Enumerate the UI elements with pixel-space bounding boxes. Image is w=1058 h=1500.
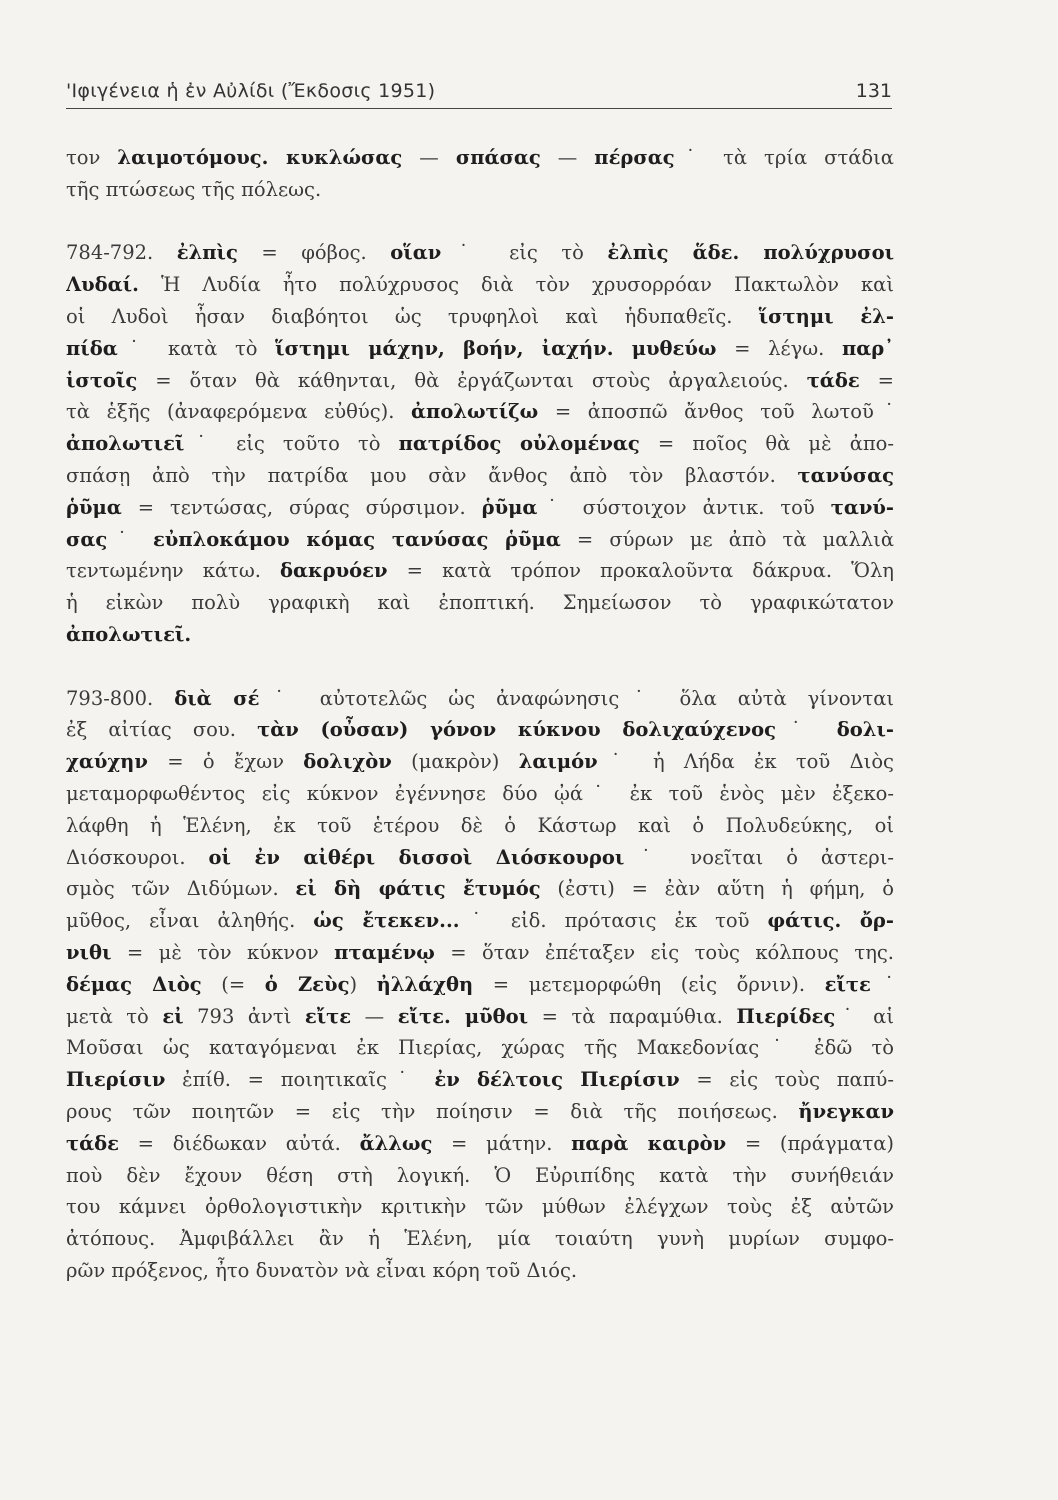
running-title: 'Ιφιγένεια ἡ ἐν Αὐλίδι (Ἔκδοσις 1951) <box>66 80 436 102</box>
gloss-text: τῆς πτώσεως τῆς πόλεως. <box>66 177 322 201</box>
lemma-term: πταμένῳ <box>334 940 435 964</box>
text-line <box>66 714 894 746</box>
gloss-text: ρους τῶν ποιητῶν = εἰς τὴν ποίησιν = διὰ τῆς ποιήσεως. <box>66 1099 799 1123</box>
gloss-text: μεταμορφωθέντος εἰς κύκνον ἐγέννησε δύο ᾠά˙ ἐκ τοῦ ἑνὸς μὲν ἐξεκο- <box>66 781 894 805</box>
text-line <box>66 174 894 206</box>
gloss-text: ἀτόπους. Ἀμφιβάλλει ἂν ἡ Ἑλένη, μία τοιαύτη γυνὴ μυρίων συμφο- <box>66 1227 894 1251</box>
lemma-term: χαύχην <box>66 750 148 774</box>
gloss-text: ) <box>349 972 377 996</box>
gloss-text: ˙ εἰς τὸ <box>441 241 608 265</box>
lemma-term: τάδε <box>66 1131 119 1155</box>
text-line <box>66 1191 894 1223</box>
page-number: 131 <box>855 80 892 102</box>
lemma-term: σας <box>66 527 108 551</box>
text-line <box>66 683 894 715</box>
gloss-text: = σύρων με ἀπὸ τὰ μαλλιὰ <box>560 527 894 551</box>
gloss-text: = ποῖος θὰ μὲ ἀπο- <box>639 432 894 456</box>
gloss-text: τεντωμένην κάτω. <box>66 559 281 583</box>
lemma-term: εἴτε. μῦθοι <box>397 1004 529 1028</box>
gloss-text: του κάμνει ὀρθολογιστικὴν κριτικὴν τῶν μύθων ἐλέγχων τοὺς ἐξ αὐτῶν <box>66 1195 894 1219</box>
paragraph-gap <box>66 651 894 683</box>
lemma-term: ἤνεγκαν <box>798 1099 894 1123</box>
gloss-text: 793 ἀντὶ <box>183 1004 305 1028</box>
gloss-text: ἐπίθ. = ποιητικαῖς˙ <box>165 1068 435 1092</box>
lemma-term: ἄλλως <box>359 1131 433 1155</box>
gloss-text: = <box>859 368 894 392</box>
lemma-term: φάτις. ὄρ- <box>767 909 894 933</box>
running-header <box>66 80 892 109</box>
text-line <box>66 460 894 492</box>
lemma-term: παρὰ καιρὸν <box>571 1131 727 1155</box>
text-line <box>66 587 894 619</box>
lemma-term: εἰ <box>162 1004 184 1028</box>
text-line <box>66 237 894 269</box>
gloss-text: = μὲ τὸν κύκνον <box>111 940 335 964</box>
text-line <box>66 1096 894 1128</box>
gloss-text: μῦθος, εἶναι ἀληθής. <box>66 909 314 933</box>
lemma-term: ὡς ἔτεκεν... <box>313 909 460 933</box>
gloss-text: ˙ κατὰ τὸ <box>117 336 276 360</box>
lemma-term: ῥῦμα <box>66 495 122 519</box>
gloss-text: ˙ ἡ Λήδα ἐκ τοῦ Διὸς <box>597 750 894 774</box>
lemma-term: οἵαν <box>390 241 442 265</box>
lemma-term: ἵστημι μάχην, βοήν, ἰαχήν. μυθεύω <box>275 336 717 360</box>
lemma-term: ἀπολωτίζω <box>411 400 539 424</box>
lemma-term: εἴτε <box>824 972 871 996</box>
paragraph-gap <box>66 206 894 238</box>
text-line <box>66 1255 894 1287</box>
gloss-text: = ἀποσπῶ ἄνθος τοῦ λωτοῦ˙ <box>538 400 894 424</box>
gloss-text: 793-800. <box>66 686 175 710</box>
gloss-text: ˙ αἱ <box>835 1004 894 1028</box>
gloss-text: (μακρὸν) <box>391 750 519 774</box>
gloss-text: ˙ εἰδ. πρότασις ἐκ τοῦ <box>459 909 768 933</box>
text-line <box>66 1128 894 1160</box>
lemma-term: νιθι <box>66 940 112 964</box>
text-line <box>66 842 894 874</box>
gloss-text: — <box>402 146 456 169</box>
gloss-text: Ἡ Λυδία ἦτο πολύχρυσος διὰ τὸν χρυσορρόαν Πακτωλὸν καὶ <box>138 273 894 297</box>
gloss-text: λάφθη ἡ Ἑλένη, ἐκ τοῦ ἑτέρου δὲ ὁ Κάστωρ καὶ ὁ Πολυδεύκης, οἱ <box>66 813 894 837</box>
commentary-body <box>66 142 894 1287</box>
gloss-text: σμὸς τῶν Διδύμων. <box>66 877 296 901</box>
gloss-text: ποὺ δὲν ἔχουν θέση στὴ λογική. Ὁ Εὐριπίδης κατὰ τὴν συνήθειάν <box>66 1163 894 1187</box>
lemma-term: δακρυόεν <box>280 559 388 583</box>
gloss-text: ˙ <box>775 718 837 742</box>
text-line <box>66 428 894 460</box>
text-line <box>66 492 894 524</box>
lemma-term: εἰ δὴ φάτις ἔτυμός <box>295 877 541 901</box>
text-line <box>66 873 894 905</box>
gloss-text: 784-792. <box>66 241 177 265</box>
gloss-text: = ὅταν θὰ κάθηνται, θὰ ἐργάζωνται στοὺς ἀργαλειούς. <box>137 368 807 392</box>
text-line <box>66 619 894 651</box>
gloss-text: τον <box>66 146 118 169</box>
lemma-term: Πιερίδες <box>736 1004 836 1028</box>
gloss-text: ˙ εἰς τοῦτο τὸ <box>184 432 399 456</box>
gloss-text: ˙ <box>107 527 153 551</box>
gloss-text: = εἰς τοὺς παπύ- <box>679 1068 894 1092</box>
lemma-term: ἀπολωτιεῖ. <box>66 622 192 646</box>
text-line <box>66 555 894 587</box>
gloss-text: = τὰ παραμύθια. <box>528 1004 737 1028</box>
text-line <box>66 142 894 174</box>
lemma-term: ὁ Ζεὺς <box>264 972 350 996</box>
lemma-term: πατρίδος οὐλομένας <box>398 432 640 456</box>
lemma-term: ῥῦμα <box>481 495 538 519</box>
lemma-term: τάδε <box>806 368 860 392</box>
gloss-text: = μετεμορφώθη (εἰς ὄρνιν). <box>473 972 825 996</box>
gloss-text: ˙ αὐτοτελῶς ὡς ἀναφώνησις˙ ὅλα αὐτὰ γίνονται <box>259 686 894 710</box>
lemma-term: ἱστοῖς <box>66 368 138 392</box>
lemma-term: διὰ σέ <box>174 686 260 710</box>
lemma-term: ἐλπὶς <box>176 241 238 265</box>
text-line <box>66 969 894 1001</box>
gloss-text: τὰ ἑξῆς (ἀναφερόμενα εὐθύς). <box>66 400 412 424</box>
lemma-term: Λυδαί. <box>66 273 139 297</box>
text-line <box>66 1223 894 1255</box>
lemma-term: οἱ ἐν αἰθέρι δισσοὶ Διόσκουροι <box>208 845 625 869</box>
gloss-text: — <box>351 1004 398 1028</box>
text-line <box>66 1064 894 1096</box>
lemma-term: εὐπλοκάμου κόμας τανύσας ῥῦμα <box>152 527 561 551</box>
lemma-term: ἠλλάχθη <box>376 972 474 996</box>
text-line <box>66 396 894 428</box>
gloss-text: = (πράγματα) <box>726 1131 894 1155</box>
text-line <box>66 1032 894 1064</box>
text-line <box>66 937 894 969</box>
lemma-term: τὰν (οὖσαν) γόνον κύκνου δολιχαύχενος <box>257 718 776 742</box>
gloss-text: ἡ εἰκὼν πολὺ γραφικὴ καὶ ἐποπτική. Σημείωσον τὸ γραφικώτατον <box>66 591 894 615</box>
gloss-text: σπάσῃ ἀπὸ τὴν πατρίδα μου σὰν ἄνθος ἀπὸ τὸν βλαστόν. <box>66 463 798 487</box>
gloss-text: = φόβος. <box>237 241 391 265</box>
gloss-text: (= <box>201 972 265 996</box>
gloss-text: ρῶν πρόξενος, ἦτο δυνατὸν νὰ εἶναι κόρη τοῦ Διός. <box>66 1258 578 1282</box>
lemma-term: δέμας Διὸς <box>66 972 202 996</box>
lemma-term: ἀπολωτιεῖ <box>66 432 185 456</box>
lemma-term: ἐν δέλτοις Πιερίσιν <box>434 1068 680 1092</box>
lemma-term: ἐλπὶς ἅδε. πολύχρυσοι <box>607 241 894 265</box>
text-line <box>66 778 894 810</box>
gloss-text: Μοῦσαι ὡς καταγόμεναι ἐκ Πιερίας, χώρας τῆς Μακεδονίας˙ ἐδῶ τὸ <box>66 1036 894 1060</box>
text-line <box>66 333 894 365</box>
lemma-term: Πιερίσιν <box>66 1068 166 1092</box>
gloss-text: = διέδωκαν αὐτά. <box>119 1131 360 1155</box>
lemma-term: σπάσας <box>455 146 541 169</box>
gloss-text: = λέγω. <box>716 336 842 360</box>
text-line <box>66 269 894 301</box>
text-line <box>66 1160 894 1192</box>
gloss-text: = ὁ ἔχων <box>147 750 304 774</box>
lemma-term: δολι- <box>836 718 894 742</box>
lemma-term: εἴτε <box>304 1004 352 1028</box>
lemma-term: δολιχὸν <box>303 750 392 774</box>
gloss-text: (ἐστι) = ἐὰν αὕτη ἡ φήμη, ὁ <box>540 877 894 901</box>
lemma-term: ἵστημι ἐλ- <box>758 304 894 328</box>
text-line <box>66 810 894 842</box>
lemma-term: λαιμοτόμους. κυκλώσας <box>117 146 403 169</box>
text-line <box>66 905 894 937</box>
lemma-term: παρ᾽ <box>842 336 894 360</box>
lemma-term: πέρσας <box>594 146 675 169</box>
gloss-text: = ὅταν ἐπέταξεν εἰς τοὺς κόλπους της. <box>434 940 894 964</box>
gloss-text: ἐξ αἰτίας σου. <box>66 718 258 742</box>
gloss-text: = τεντώσας, σύρας σύρσιμον. <box>121 495 482 519</box>
gloss-text: — <box>540 146 595 169</box>
gloss-text: ˙ νοεῖται ὁ ἀστερι- <box>624 845 894 869</box>
lemma-term: πίδα <box>66 336 118 360</box>
text-line <box>66 746 894 778</box>
text-line <box>66 301 894 333</box>
gloss-text: = κατὰ τρόπον προκαλοῦντα δάκρυα. Ὅλη <box>387 559 894 583</box>
gloss-text: ˙ τὰ τρία στάδια <box>674 146 894 169</box>
gloss-text: μετὰ τὸ <box>66 1004 163 1028</box>
gloss-text: ˙ <box>870 972 894 996</box>
gloss-text: = μάτην. <box>432 1131 572 1155</box>
text-line <box>66 1001 894 1033</box>
lemma-term: τανύσας <box>797 463 894 487</box>
lemma-term: λαιμόν <box>518 750 598 774</box>
gloss-text: ˙ σύστοιχον ἀντικ. τοῦ <box>537 495 831 519</box>
text-line <box>66 365 894 397</box>
gloss-text: Διόσκουροι. <box>66 845 209 869</box>
lemma-term: τανύ- <box>830 495 894 519</box>
text-line <box>66 524 894 556</box>
gloss-text: οἱ Λυδοὶ ἦσαν διαβόητοι ὡς τρυφηλοὶ καὶ ἡδυπαθεῖς. <box>66 304 759 328</box>
